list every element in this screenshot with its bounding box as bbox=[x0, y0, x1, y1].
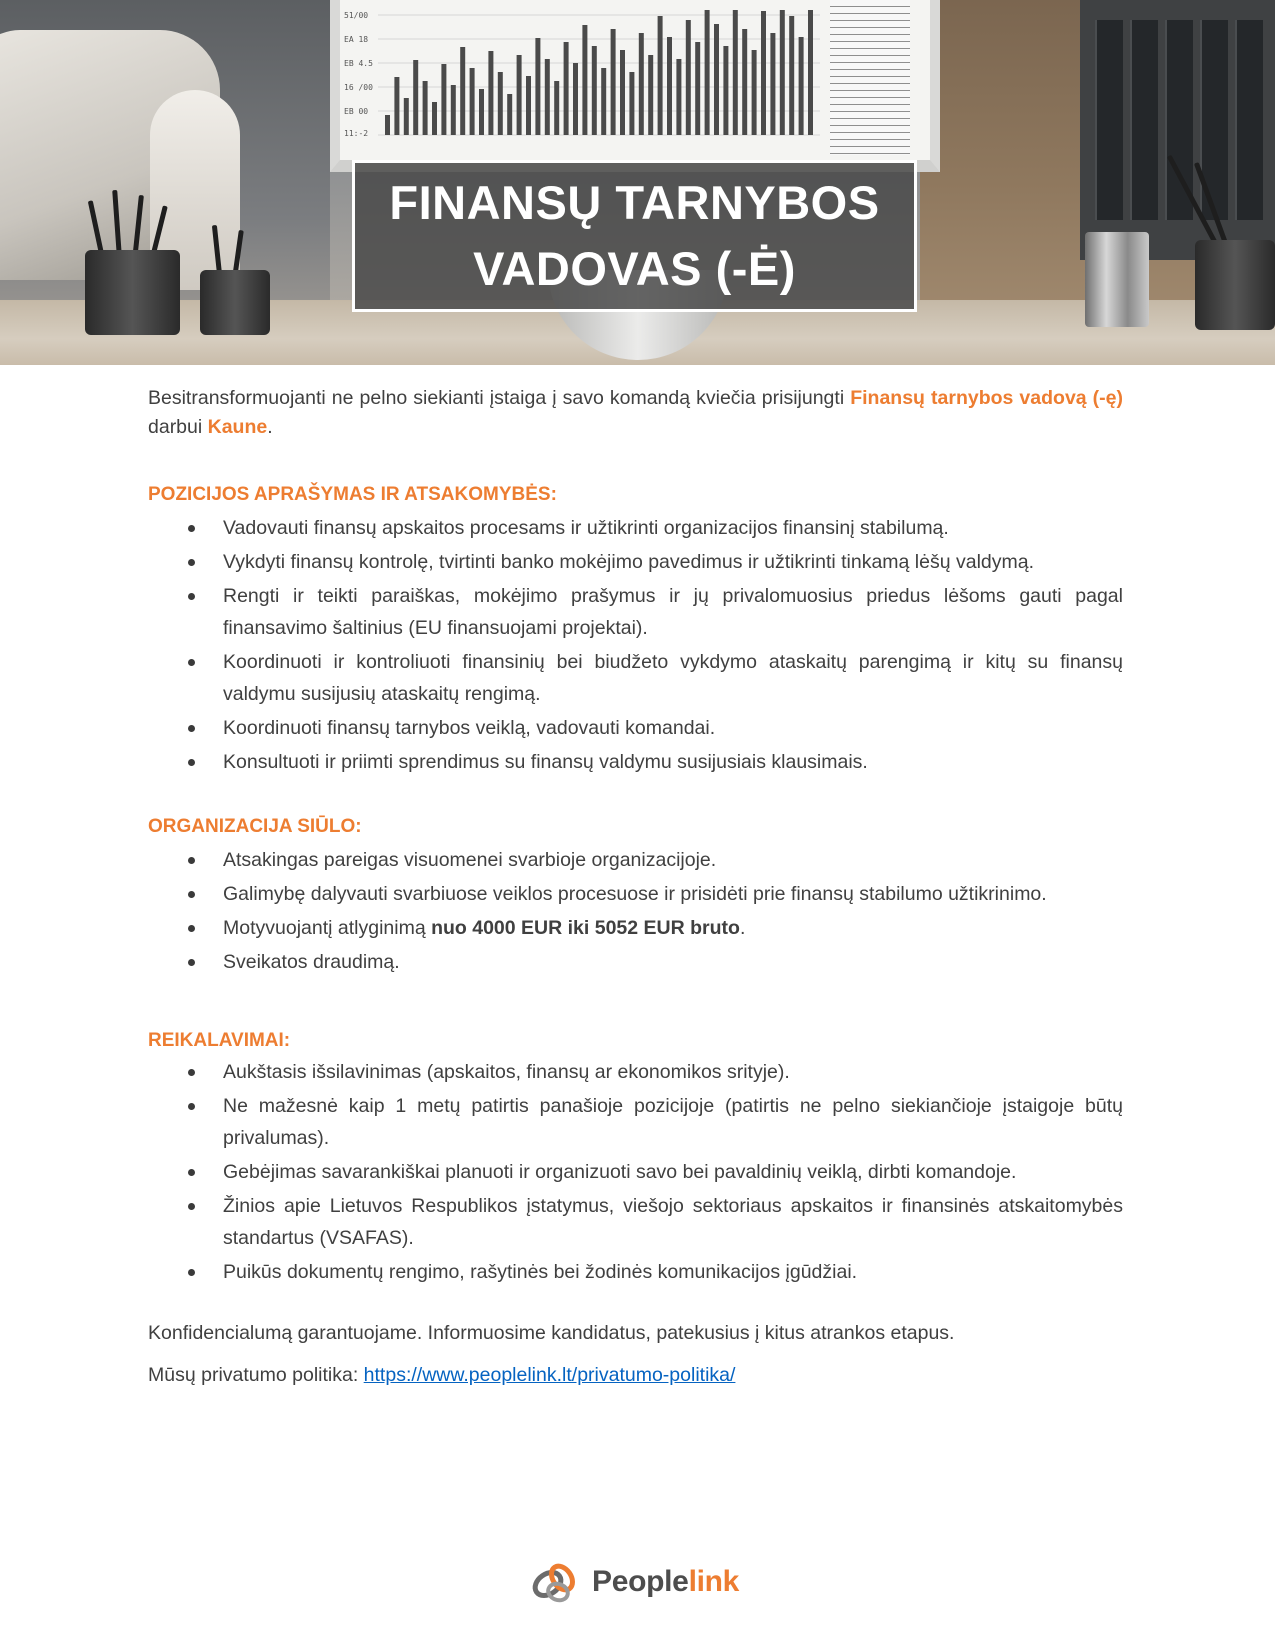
axis-label: 16 /00 bbox=[344, 83, 373, 92]
monitor-chart bbox=[340, 0, 910, 160]
decorative-bar bbox=[470, 68, 475, 135]
decorative-bar bbox=[761, 11, 766, 135]
intro-paragraph bbox=[148, 384, 1123, 442]
decorative-bar bbox=[404, 98, 409, 135]
list-item: Rengti ir teikti paraiškas, mokėjimo prašymus ir jų privalomuosius priedus lėšoms gauti pagal finansavimo šaltinius (EU finansuojami projektai). bbox=[148, 580, 1123, 644]
decorative-bar bbox=[554, 81, 559, 135]
pen-cup bbox=[1195, 240, 1275, 330]
city-name: Kaune bbox=[207, 416, 268, 438]
decorative-bar bbox=[507, 94, 512, 135]
binder bbox=[1235, 20, 1263, 220]
decorative-bar bbox=[695, 42, 700, 135]
decorative-bar bbox=[394, 77, 399, 135]
decorative-bar bbox=[752, 50, 757, 135]
binder bbox=[1095, 20, 1123, 220]
metal-cup bbox=[1085, 232, 1149, 327]
list-item: Vykdyti finansų kontrolę, tvirtinti banko mokėjimo pavedimus ir užtikrinti tinkamą lėšų valdymą. bbox=[148, 546, 1123, 578]
decorative-bar bbox=[564, 42, 569, 135]
salary-suffix: . bbox=[739, 917, 746, 939]
decorative-bar bbox=[441, 64, 446, 135]
decorative-bar bbox=[611, 29, 616, 135]
decorative-bar bbox=[432, 102, 437, 135]
decorative-bar bbox=[413, 60, 418, 135]
axis-label: EA 18 bbox=[344, 35, 369, 44]
decorative-bar bbox=[723, 46, 728, 135]
list-item: Konsultuoti ir priimti sprendimus su finansų valdymu susijusiais klausimais. bbox=[148, 746, 1123, 778]
decorative-bar bbox=[658, 16, 663, 135]
list-item: Vadovauti finansų apskaitos procesams ir užtikrinti organizacijos finansinį stabilumą. bbox=[148, 512, 1123, 544]
banner-title-box bbox=[352, 160, 917, 312]
decorative-bar bbox=[620, 50, 625, 135]
decorative-bar bbox=[686, 20, 691, 135]
intro-text: . bbox=[267, 416, 273, 438]
salary-prefix: Motyvuojantį atlyginimą bbox=[223, 917, 432, 939]
binder bbox=[1130, 20, 1158, 220]
axis-label: EB 4.5 bbox=[344, 59, 373, 68]
list-item: Atsakingas pareigas visuomenei svarbioje organizacijoje. bbox=[148, 844, 1123, 876]
decorative-bar bbox=[705, 10, 710, 135]
list-item: Aukštasis išsilavinimas (apskaitos, finansų ar ekonomikos srityje). bbox=[148, 1056, 1123, 1088]
decorative-bar bbox=[517, 55, 522, 135]
list-item: Sveikatos draudimą. bbox=[148, 946, 1123, 978]
offers-list bbox=[148, 844, 1123, 978]
decorative-bar bbox=[799, 37, 804, 135]
decorative-bar bbox=[592, 46, 597, 135]
list-item: Gebėjimas savarankiškai planuoti ir organizuoti savo bei pavaldinių veiklą, dirbti komandoje. bbox=[148, 1156, 1123, 1188]
privacy-policy-link[interactable]: https://www.peoplelink.lt/privatumo-politika/ bbox=[363, 1364, 736, 1386]
section-title-responsibilities: POZICIJOS APRAŠYMAS IR ATSAKOMYBĖS: bbox=[148, 484, 557, 505]
decorative-bar bbox=[808, 10, 813, 135]
list-item-salary bbox=[148, 912, 1123, 944]
decorative-bar bbox=[460, 47, 465, 135]
decorative-bar bbox=[451, 85, 456, 135]
section-title-offers: ORGANIZACIJA SIŪLO: bbox=[148, 816, 362, 837]
list-item: Galimybę dalyvauti svarbiuose veiklos procesuose ir prisidėti prie finansų stabilumo užtikrinimo. bbox=[148, 878, 1123, 910]
axis-label: 51/00 bbox=[344, 11, 369, 20]
peoplelink-logo bbox=[528, 1552, 739, 1612]
privacy-policy-line bbox=[148, 1360, 1123, 1390]
list-item: Ne mažesnė kaip 1 metų patirtis panašioje pozicijoje (patirtis ne pelno siekiančioje įstaigoje būtų privalumas). bbox=[148, 1090, 1123, 1154]
axis-label: EB 00 bbox=[344, 107, 369, 116]
decorative-bar bbox=[423, 81, 428, 135]
decorative-bar bbox=[385, 115, 390, 135]
logo-wordmark bbox=[592, 1565, 739, 1599]
banner-title-line2: VADOVAS (-Ė) bbox=[473, 242, 796, 295]
peoplelink-logo-icon bbox=[528, 1554, 584, 1610]
decorative-bar bbox=[601, 68, 606, 135]
decorative-bar bbox=[714, 24, 719, 135]
decorative-bar bbox=[582, 25, 587, 135]
decorative-bar bbox=[629, 72, 634, 135]
responsibilities-list bbox=[148, 512, 1123, 778]
section-title-requirements: REIKALAVIMAI: bbox=[148, 1030, 291, 1051]
decorative-bar bbox=[733, 10, 738, 135]
salary-range: nuo 4000 EUR iki 5052 EUR bruto bbox=[431, 917, 740, 939]
decorative-bar bbox=[780, 10, 785, 135]
axis-label: 11:-2 bbox=[344, 129, 369, 138]
decorative-bar bbox=[667, 37, 672, 135]
list-item: Koordinuoti finansų tarnybos veiklą, vadovauti komandai. bbox=[148, 712, 1123, 744]
pen-cup bbox=[200, 270, 270, 335]
decorative-bar bbox=[639, 33, 644, 135]
hero-banner bbox=[0, 0, 1275, 365]
job-description bbox=[148, 384, 1123, 1390]
decorative-bar bbox=[526, 76, 531, 135]
decorative-bar bbox=[770, 33, 775, 135]
logo-word-link: link bbox=[688, 1565, 740, 1598]
decorative-bar bbox=[789, 16, 794, 135]
banner-title-line1: FINANSŲ TARNYBOS bbox=[389, 176, 880, 229]
intro-text: darbui bbox=[148, 416, 208, 438]
monitor-ledger bbox=[830, 0, 910, 155]
decorative-bar bbox=[742, 29, 747, 135]
decorative-bar bbox=[573, 63, 578, 135]
banner-title bbox=[389, 170, 879, 302]
decorative-bar bbox=[545, 59, 550, 135]
decorative-bar bbox=[648, 55, 653, 135]
intro-text: Besitransformuojanti ne pelno siekianti įstaiga į savo komandą kviečia prisijungti bbox=[148, 387, 851, 409]
decorative-bar bbox=[479, 89, 484, 135]
logo-word-people: People bbox=[592, 1565, 689, 1598]
decorative-bar bbox=[676, 59, 681, 135]
list-item: Žinios apie Lietuvos Respublikos įstatymus, viešojo sektoriaus apskaitos ir finansinės atskaitomybės standartus (VSAFAS). bbox=[148, 1190, 1123, 1254]
decorative-bar bbox=[535, 38, 540, 135]
list-item: Koordinuoti ir kontroliuoti finansinių bei biudžeto vykdymo ataskaitų parengimą ir kitų su finansų valdymu susijusių ataskaitų rengimą. bbox=[148, 646, 1123, 710]
requirements-list bbox=[148, 1056, 1123, 1288]
decorative-bar bbox=[488, 51, 493, 135]
position-name: Finansų tarnybos vadovą (-ę) bbox=[850, 387, 1124, 409]
pen-cup bbox=[85, 250, 180, 335]
confidentiality-note: Konfidencialumą garantuojame. Informuosime kandidatus, patekusius į kitus atrankos etapus. bbox=[148, 1322, 955, 1344]
decorative-bar bbox=[498, 72, 503, 135]
privacy-label: Mūsų privatumo politika: bbox=[148, 1364, 364, 1386]
list-item: Puikūs dokumentų rengimo, rašytinės bei žodinės komunikacijos įgūdžiai. bbox=[148, 1256, 1123, 1288]
